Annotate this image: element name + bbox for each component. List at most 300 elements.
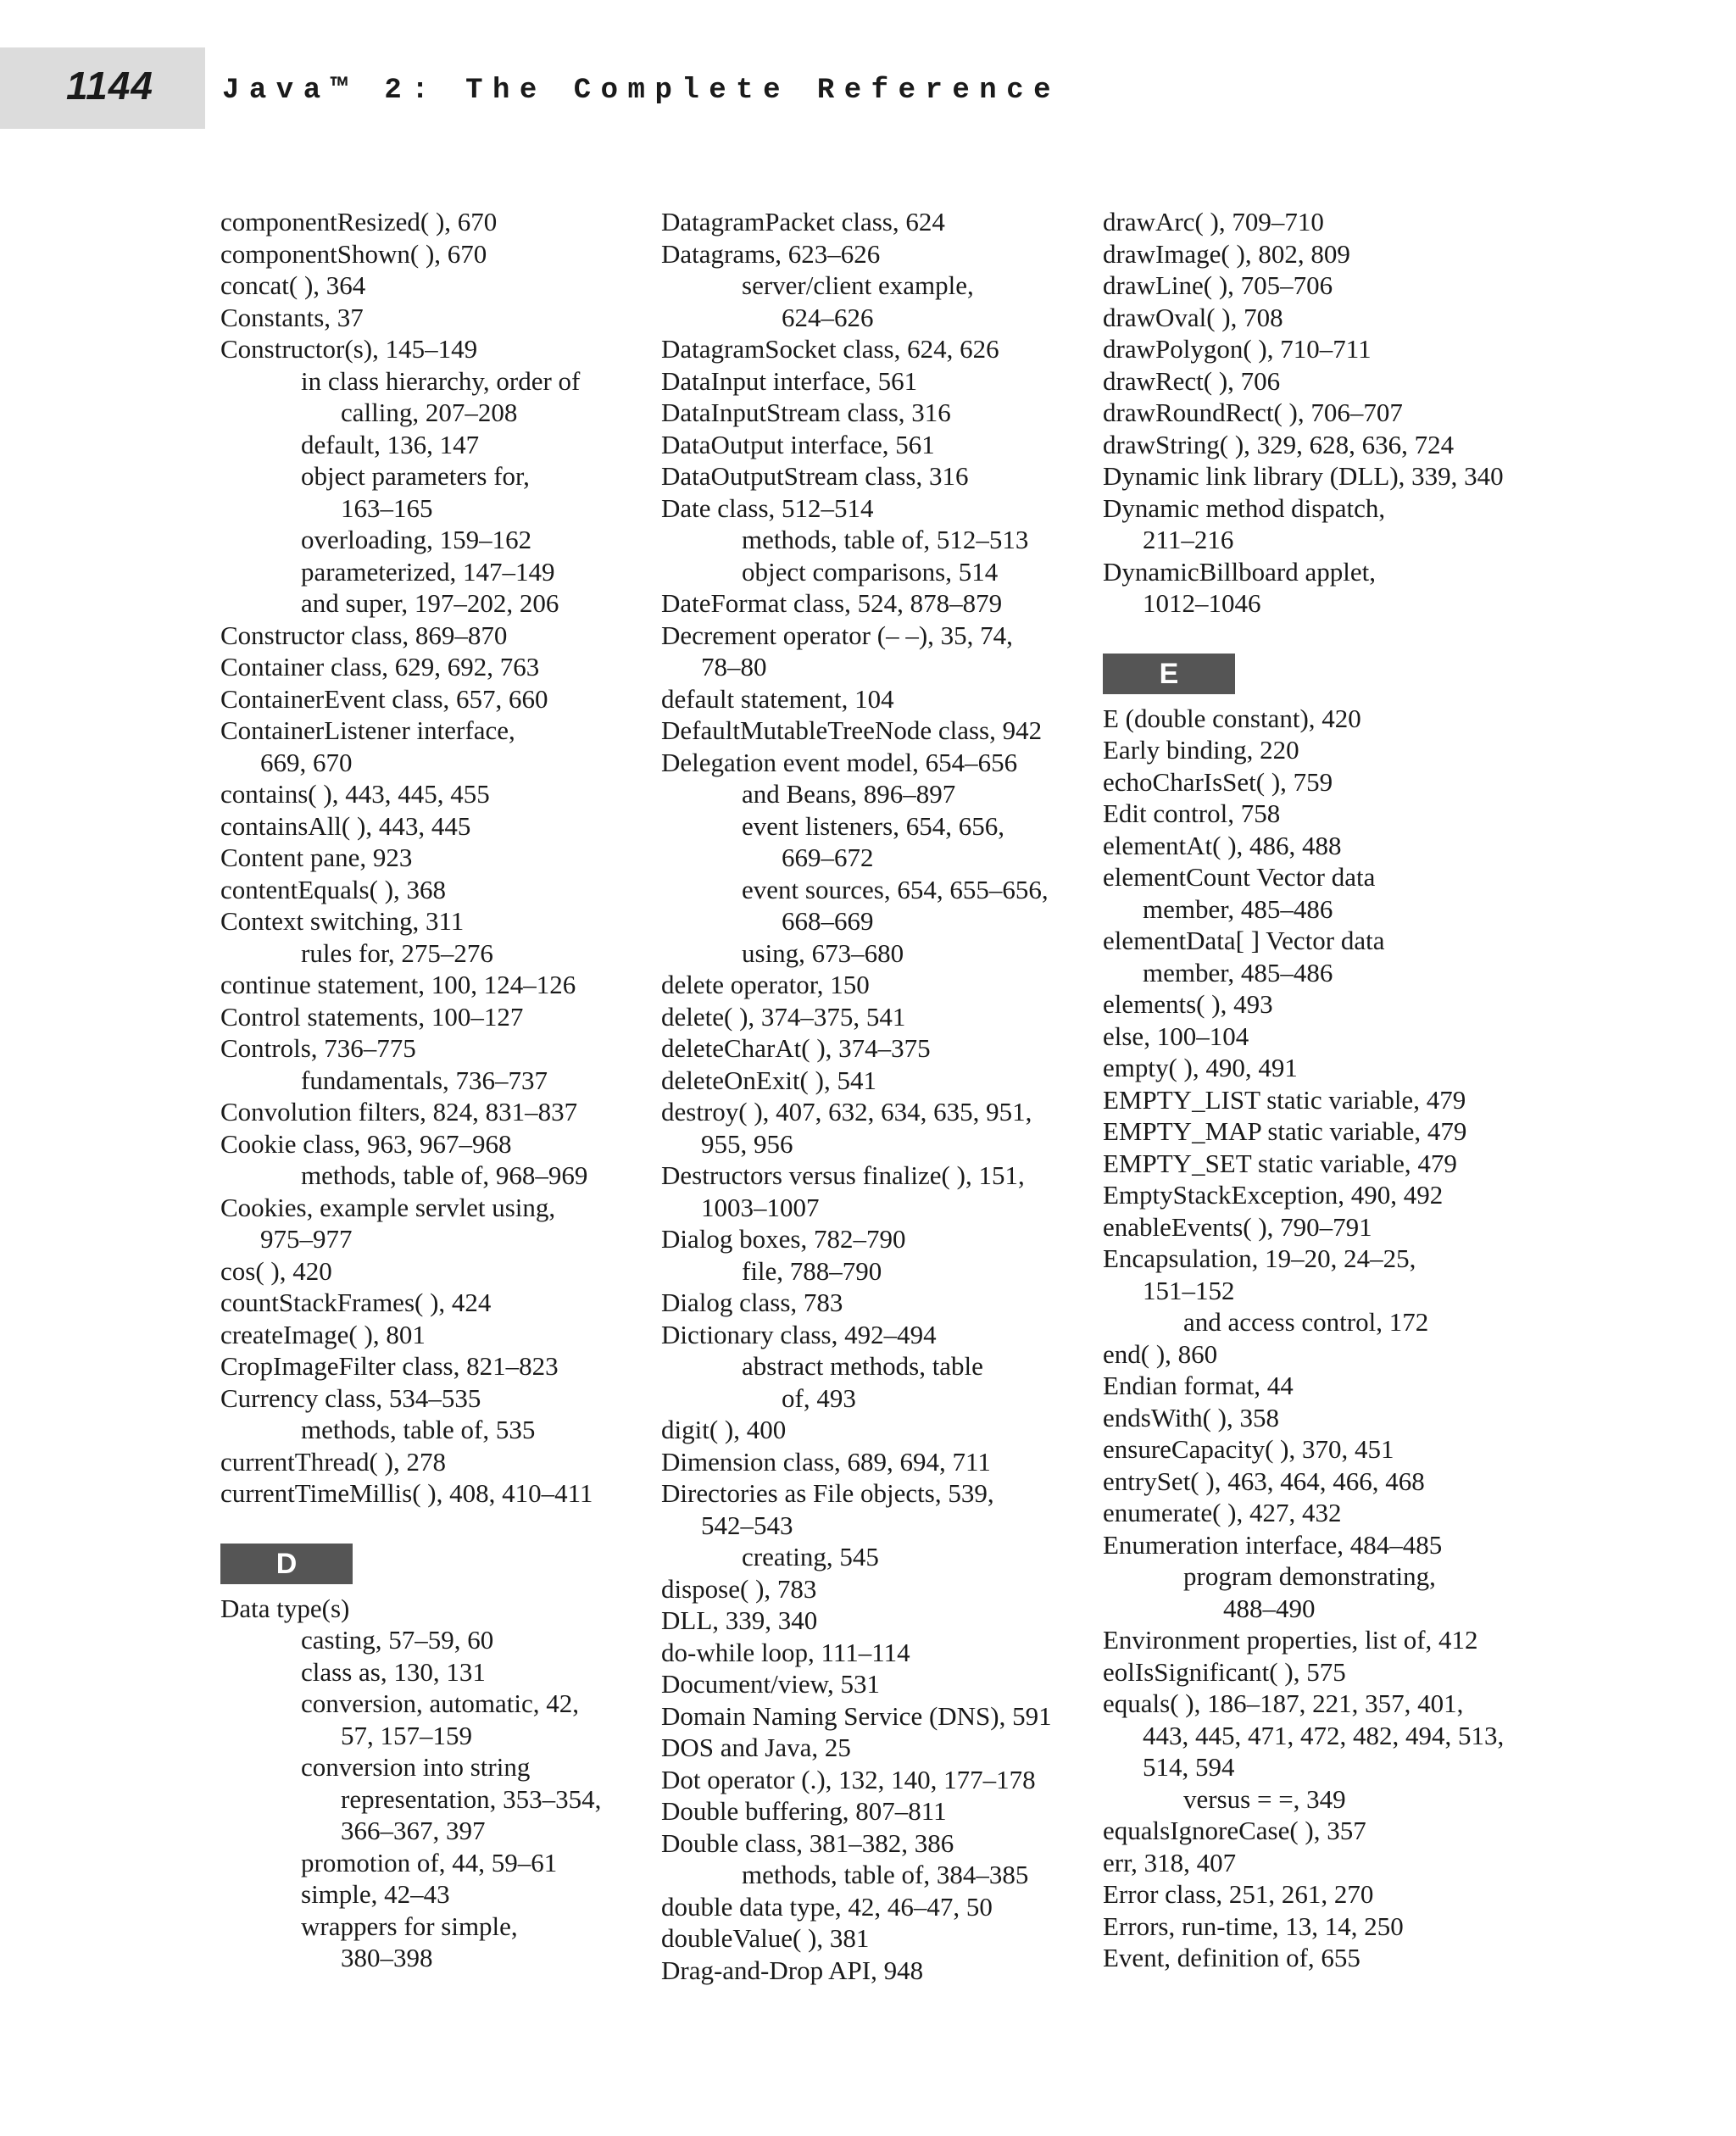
index-entry [1103,1466,1544,1498]
index-entry-text: event sources, 654, 655–656, [742,874,1049,904]
index-entry [661,778,1102,810]
index-entry-continuation: 1012–1046 [1143,588,1261,618]
index-entry [661,1541,1102,1573]
index-entry-text: componentShown( ), 670 [220,238,487,269]
index-entry [220,524,644,556]
index-entry-text: conversion into string [301,1752,531,1782]
index-entry [220,270,644,302]
index-entry-text: methods, table of, 384–385 [742,1860,1029,1889]
index-entry [1103,734,1544,766]
index-entry [1103,1942,1544,1974]
index-entry-text: contentEquals( ), 368 [220,874,447,904]
index-entry-text: destroy( ), 407, 632, 634, 635, 951, [661,1097,1032,1126]
index-entry [661,1096,1102,1160]
index-entry-text: DatagramSocket class, 624, 626 [661,334,999,364]
index-entry-text: EmptyStackException, 490, 492 [1103,1180,1444,1210]
index-entry-text: Date class, 512–514 [661,492,874,523]
index-entry [661,397,1102,429]
index-entry [220,905,644,937]
index-entry [220,874,644,906]
index-entry [220,1160,644,1192]
page-number: 1144 [66,64,153,108]
index-entry-continuation: 366–367, 397 [341,1816,486,1845]
index-entry [661,1637,1102,1669]
index-entry-text: elementCount Vector data [1103,862,1376,892]
index-entry-text: Delegation event model, 654–656 [661,747,1018,777]
index-entry [1103,333,1544,365]
index-entry-text: DataInput interface, 561 [661,365,918,396]
index-entry-text: elementAt( ), 486, 488 [1103,830,1342,860]
index-entry-text: Cookies, example servlet using, [220,1192,556,1222]
index-entry [1103,1656,1544,1688]
index-entry [1103,1402,1544,1434]
index-entry [220,620,644,652]
index-entry [1103,1306,1544,1338]
index-entry [661,492,1102,525]
index-entry [661,969,1102,1001]
index-entry [1103,925,1544,988]
index-entry [220,1192,644,1255]
index-entry-text: Constructor class, 869–870 [220,620,508,650]
index-entry-text: Constants, 37 [220,302,364,332]
index-entry [661,1764,1102,1796]
index-entry [220,333,644,365]
index-entry [1103,492,1544,556]
index-entry-continuation: 78–80 [701,652,767,681]
index-entry-text: countStackFrames( ), 424 [220,1288,492,1317]
index-entry [220,1032,644,1065]
index-entry [220,429,644,461]
index-entry [220,683,644,715]
index-entry-text: currentTimeMillis( ), 408, 410–411 [220,1478,593,1508]
index-entry-text: digit( ), 400 [661,1415,787,1444]
index-entry [220,1414,644,1446]
index-entry [1103,861,1544,925]
index-entry-continuation: 669–672 [782,843,874,872]
index-entry-text: Document/view, 531 [661,1669,880,1699]
index-entry-text: Dialog class, 783 [661,1288,843,1317]
index-entry [661,1032,1102,1065]
index-entry [661,810,1102,874]
index-entry [1103,460,1544,492]
index-entry-text: endsWith( ), 358 [1103,1402,1279,1432]
index-entry [661,1700,1102,1733]
index-entry [661,1827,1102,1860]
index-entry [661,1605,1102,1637]
index-entry-text: rules for, 275–276 [301,937,493,968]
index-entry [1103,365,1544,398]
index-entry-text: Edit control, 758 [1103,798,1281,828]
index-entry-text: wrappers for simple, [301,1911,518,1941]
index-entry [661,1859,1102,1891]
index-entry-text: drawLine( ), 705–706 [1103,270,1333,300]
index-entry-text: concat( ), 364 [220,270,366,300]
index-entry-text: drawString( ), 329, 628, 636, 724 [1103,429,1455,459]
index-entry [1103,1688,1544,1783]
index-entry [661,1223,1102,1255]
index-entry-text: and super, 197–202, 206 [301,588,559,618]
index-entry-text: Data type(s) [220,1593,350,1623]
index-entry-text: default, 136, 147 [301,429,480,459]
index-entry [1103,1021,1544,1053]
index-entry-text: Destructors versus finalize( ), 151, [661,1160,1025,1190]
index-entry [220,778,644,810]
index-entry-text: Encapsulation, 19–20, 24–25, [1103,1243,1416,1273]
index-entry [220,651,644,683]
index-entry-text: Dimension class, 689, 694, 711 [661,1446,991,1477]
index-entry [1103,988,1544,1021]
index-entry-text: casting, 57–59, 60 [301,1625,494,1655]
index-entry-text: delete operator, 150 [661,970,870,999]
index-entry-text: Control statements, 100–127 [220,1001,524,1032]
index-entry-text: drawPolygon( ), 710–711 [1103,334,1372,364]
index-entry [220,1096,644,1128]
index-entry [220,1001,644,1033]
index-entry-text: program demonstrating, [1183,1561,1436,1591]
index-entry-text: EMPTY_LIST static variable, 479 [1103,1084,1466,1115]
index-entry [1103,703,1544,735]
index-entry-text: ContainerEvent class, 657, 660 [220,683,548,714]
index-entry-text: eolIsSignificant( ), 575 [1103,1656,1346,1687]
index-entry-text: deleteCharAt( ), 374–375 [661,1033,931,1063]
index-entry-text: Dot operator (.), 132, 140, 177–178 [661,1764,1036,1794]
index-entry [1103,1529,1544,1561]
index-entry [1103,238,1544,270]
index-entry-text: equals( ), 186–187, 221, 357, 401, [1103,1688,1464,1718]
index-entry [661,1795,1102,1827]
index-entry-text: EMPTY_MAP static variable, 479 [1103,1116,1467,1146]
index-entry [220,238,644,270]
index-entry-text: methods, table of, 968–969 [301,1160,588,1190]
index-entry-text: DatagramPacket class, 624 [661,207,945,236]
index-entry-text: Double buffering, 807–811 [661,1796,947,1826]
index-entry [220,1911,644,1974]
index-entry-continuation: member, 485–486 [1143,957,1333,987]
index-entry [220,302,644,334]
index-entry [661,206,1102,238]
index-entry [1103,1115,1544,1148]
index-entry-text: DateFormat class, 524, 878–879 [661,588,1003,618]
index-entry-text: using, 673–680 [742,937,904,968]
index-entry [220,810,644,843]
index-entry-text: Currency class, 534–535 [220,1382,481,1413]
index-entry [220,1255,644,1288]
index-entry [661,524,1102,556]
index-entry-text: in class hierarchy, order of [301,365,581,396]
index-entry-text: Dialog boxes, 782–790 [661,1224,906,1254]
index-entry [220,1446,644,1478]
index-entry-text: elementData[ ] Vector data [1103,926,1385,955]
index-entry [1103,1783,1544,1816]
index-entry [220,1065,644,1097]
index-entry-text: deleteOnExit( ), 541 [661,1065,876,1095]
index-entry [1103,1815,1544,1847]
index-entry [661,238,1102,270]
index-entry-text: ensureCapacity( ), 370, 451 [1103,1434,1394,1464]
index-entry [1103,1052,1544,1084]
index-entry-text: overloading, 159–162 [301,525,532,554]
index-entry [661,1477,1102,1541]
index-entry-text: simple, 42–43 [301,1879,450,1909]
index-entry-text: Dictionary class, 492–494 [661,1319,937,1349]
index-entry-text: promotion of, 44, 59–61 [301,1847,558,1877]
index-entry-text: versus = =, 349 [1183,1783,1346,1814]
index-entry-text: abstract methods, table [742,1351,983,1381]
index-entry-text: DefaultMutableTreeNode class, 942 [661,715,1043,745]
index-entry [1103,1624,1544,1656]
index-entry [1103,1433,1544,1466]
index-entry [661,937,1102,970]
index-entry [661,1446,1102,1478]
index-entry-text: Domain Naming Service (DNS), 591 [661,1700,1052,1731]
index-entry [661,1414,1102,1446]
index-entry [1103,1084,1544,1116]
index-entry-text: EMPTY_SET static variable, 479 [1103,1148,1457,1178]
index-entry [1103,206,1544,238]
index-entry [661,333,1102,365]
index-entry-text: object comparisons, 514 [742,556,999,587]
index-column-1 [220,206,644,1974]
index-entry [220,1382,644,1415]
section-letter-d: D [220,1544,353,1584]
index-entry-continuation: 163–165 [341,492,433,523]
index-entry-text: drawRect( ), 706 [1103,365,1281,396]
index-entry [661,715,1102,747]
index-entry-text: methods, table of, 512–513 [742,525,1029,554]
index-entry-text: Cookie class, 963, 967–968 [220,1128,512,1159]
index-entry [220,937,644,970]
index-entry-continuation: 668–669 [782,906,874,936]
index-entry-text: end( ), 860 [1103,1338,1218,1369]
index-entry [1103,1179,1544,1211]
index-entry-text: err, 318, 407 [1103,1847,1237,1877]
index-entry [661,1732,1102,1764]
index-entry [1103,830,1544,862]
index-entry [1103,1370,1544,1402]
index-entry-continuation: 624–626 [782,302,874,332]
index-entry [1103,1148,1544,1180]
index-entry-continuation: representation, 353–354, [341,1783,602,1814]
index-entry-text: DataOutput interface, 561 [661,429,935,459]
index-entry [1103,1911,1544,1943]
index-entry-continuation: 211–216 [1143,525,1234,554]
index-entry [661,1955,1102,1987]
index-entry [661,429,1102,461]
index-entry-text: E (double constant), 420 [1103,703,1361,733]
index-column-2 [661,206,1102,1986]
index-entry-text: and access control, 172 [1183,1307,1429,1337]
index-entry-continuation: 151–152 [1143,1275,1235,1305]
index-entry-text: DLL, 339, 340 [661,1605,818,1635]
index-entry-text: DataOutputStream class, 316 [661,461,969,491]
index-entry-continuation: 380–398 [341,1943,433,1972]
index-entry-text: createImage( ), 801 [220,1319,426,1349]
index-entry-text: ContainerListener interface, [220,715,515,745]
index-entry-text: contains( ), 443, 445, 455 [220,779,490,809]
index-entry [661,365,1102,398]
running-header-title: Java™ 2: The Complete Reference [222,75,1061,107]
index-entry [661,874,1102,937]
section-letter-e: E [1103,654,1235,694]
index-entry-text: Controls, 736–775 [220,1033,416,1063]
index-entry-text: Dynamic method dispatch, [1103,492,1386,523]
index-entry-text: do-while loop, 111–114 [661,1637,910,1667]
index-entry-text: Content pane, 923 [220,843,413,872]
index-entry-continuation: 514, 594 [1143,1752,1235,1782]
index-entry [1103,766,1544,798]
index-entry [661,1319,1102,1351]
index-entry-text: drawRoundRect( ), 706–707 [1103,398,1403,427]
index-entry [220,206,644,238]
index-entry [1103,1497,1544,1529]
index-entry-text: double data type, 42, 46–47, 50 [661,1891,993,1922]
index-entry [220,1878,644,1911]
index-entry [1103,302,1544,334]
index-entry [661,1065,1102,1097]
index-entry-text: Early binding, 220 [1103,735,1299,765]
index-entry-continuation: 542–543 [701,1510,793,1540]
index-entry [1103,1560,1544,1624]
index-entry-text: drawOval( ), 708 [1103,302,1283,332]
index-entry [220,1751,644,1847]
index-entry-text: Event, definition of, 655 [1103,1943,1360,1972]
index-entry [220,1287,644,1319]
index-entry [220,1128,644,1160]
index-entry [1103,1243,1544,1306]
index-entry-text: continue statement, 100, 124–126 [220,970,576,999]
index-entry-text: doubleValue( ), 381 [661,1923,870,1953]
index-entry-text: empty( ), 490, 491 [1103,1053,1298,1082]
index-entry [661,1160,1102,1223]
index-entry [661,1891,1102,1923]
index-entry-continuation: 443, 445, 471, 472, 482, 494, 513, [1143,1720,1505,1750]
index-entry [661,1255,1102,1288]
index-entry [661,1350,1102,1414]
index-entry [661,1922,1102,1955]
index-entry-text: class as, 130, 131 [301,1656,486,1687]
index-entry [220,1350,644,1382]
index-entry-text: Constructor(s), 145–149 [220,334,478,364]
index-entry-text: creating, 545 [742,1542,879,1571]
index-entry-text: drawImage( ), 802, 809 [1103,238,1350,269]
index-entry [220,460,644,524]
index-entry [661,1001,1102,1033]
index-entry-text: DataInputStream class, 316 [661,398,951,427]
index-entry [1103,397,1544,429]
index-entry-text: componentResized( ), 670 [220,207,498,236]
index-entry-text: fundamentals, 736–737 [301,1065,548,1095]
index-entry [220,1477,644,1510]
index-entry-text: Endian format, 44 [1103,1371,1294,1400]
index-entry-text: Decrement operator (– –), 35, 74, [661,620,1013,650]
index-column-3 [1103,206,1544,1974]
index-entry-text: equalsIgnoreCase( ), 357 [1103,1816,1366,1845]
index-entry-text: containsAll( ), 443, 445 [220,810,471,841]
index-entry [1103,1338,1544,1371]
index-entry [220,1847,644,1879]
index-entry [1103,270,1544,302]
index-entry-text: conversion, automatic, 42, [301,1688,579,1718]
index-entry [661,683,1102,715]
index-entry [661,556,1102,588]
index-entry [1103,1878,1544,1911]
index-entry-text: server/client example, [742,270,974,300]
index-entry-continuation: 975–977 [260,1224,353,1254]
index-entry-text: object parameters for, [301,461,530,491]
index-entry-text: Error class, 251, 261, 270 [1103,1879,1374,1909]
index-entry [1103,798,1544,830]
index-entry-text: Context switching, 311 [220,906,465,936]
index-entry-text: default statement, 104 [661,683,894,714]
index-entry-text: Datagrams, 623–626 [661,238,881,269]
index-entry-text: Environment properties, list of, 412 [1103,1625,1478,1655]
index-entry-text: entrySet( ), 463, 464, 466, 468 [1103,1466,1425,1496]
index-entry-continuation: 57, 157–159 [341,1720,472,1750]
index-entry-text: cos( ), 420 [220,1255,332,1286]
index-entry-text: drawArc( ), 709–710 [1103,207,1324,236]
index-entry [661,270,1102,333]
index-entry [661,587,1102,620]
index-entry [220,842,644,874]
index-entry-text: echoCharIsSet( ), 759 [1103,766,1333,797]
index-entry-text: delete( ), 374–375, 541 [661,1001,906,1032]
index-entry [661,1573,1102,1605]
index-entry-text: enumerate( ), 427, 432 [1103,1498,1342,1527]
index-entry [661,1668,1102,1700]
index-entry [661,747,1102,779]
index-entry-text: Container class, 629, 692, 763 [220,652,540,681]
index-entry-text: Errors, run-time, 13, 14, 250 [1103,1911,1404,1941]
index-entry-continuation: 669, 670 [260,747,353,777]
index-entry-text: event listeners, 654, 656, [742,810,1004,841]
index-entry-text: Convolution filters, 824, 831–837 [220,1097,578,1126]
index-entry-text: Double class, 381–382, 386 [661,1827,954,1858]
index-entry [661,1287,1102,1319]
index-entry-text: methods, table of, 535 [301,1415,536,1444]
index-entry [220,587,644,620]
index-entry-text: Drag-and-Drop API, 948 [661,1955,924,1985]
index-entry-continuation: calling, 207–208 [341,398,518,427]
index-entry [220,1624,644,1656]
index-entry [220,1593,644,1625]
index-entry-text: CropImageFilter class, 821–823 [220,1351,559,1381]
index-entry-continuation: member, 485–486 [1143,893,1333,924]
index-entry [661,620,1102,683]
index-entry-continuation: 488–490 [1223,1593,1316,1623]
index-entry-text: else, 100–104 [1103,1021,1249,1051]
index-entry [1103,429,1544,461]
index-entry-text: file, 788–790 [742,1255,882,1286]
index-entry-text: Enumeration interface, 484–485 [1103,1529,1443,1560]
index-entry-text: currentThread( ), 278 [220,1446,446,1477]
index-entry-text: DynamicBillboard applet, [1103,556,1376,587]
index-entry [220,969,644,1001]
index-entry-continuation: 1003–1007 [701,1192,820,1222]
index-entry [220,1319,644,1351]
index-entry [220,1688,644,1751]
index-entry-text: elements( ), 493 [1103,989,1273,1019]
index-entry-text: Dynamic link library (DLL), 339, 340 [1103,461,1504,491]
index-entry-text: dispose( ), 783 [661,1573,817,1604]
index-entry [220,556,644,588]
index-entry [220,1656,644,1688]
index-entry-text: and Beans, 896–897 [742,779,956,809]
index-entry [1103,1847,1544,1879]
index-entry-text: parameterized, 147–149 [301,556,555,587]
index-entry [1103,556,1544,620]
index-entry-text: Directories as File objects, 539, [661,1478,994,1508]
index-entry-continuation: 955, 956 [701,1128,793,1159]
